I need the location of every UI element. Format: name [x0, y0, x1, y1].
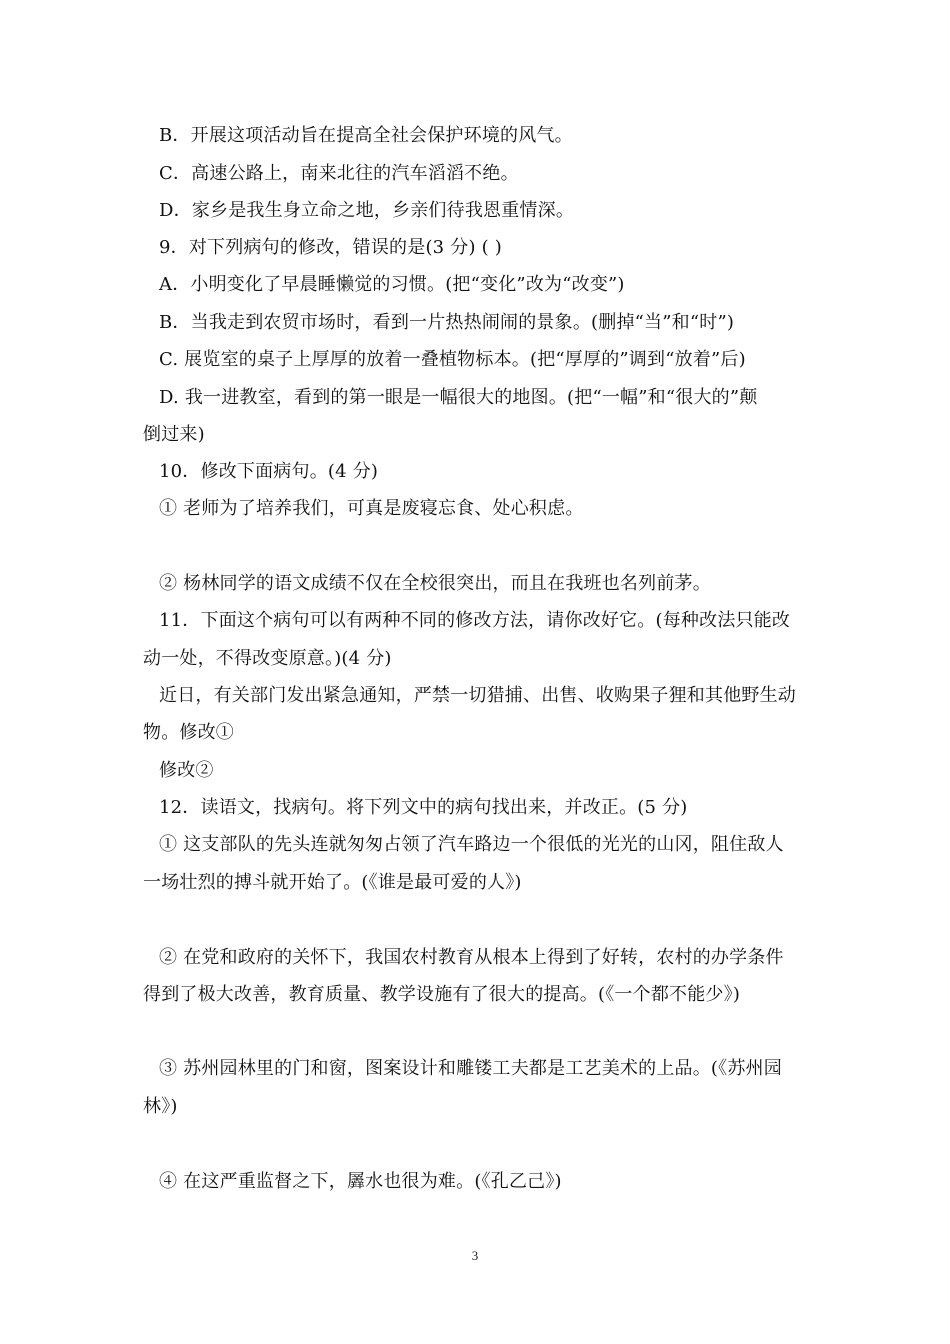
option-b-line: B．开展这项活动旨在提高全社会保护环境的风气。 — [159, 125, 573, 146]
q10-sentence-2: ② 杨林同学的语文成绩不仅在全校很突出，而且在我班也名列前茅。 — [159, 573, 711, 594]
question-9-title: 9．对下列病句的修改，错误的是(3 分) ( ) — [159, 237, 502, 258]
q11-revision-2: 修改② — [159, 760, 214, 781]
q9-option-b: B．当我走到农贸市场时，看到一片热热闹闹的景象。(删掉“当”和“时”) — [159, 312, 735, 333]
option-d-line: D．家乡是我生身立命之地，乡亲们待我恩重情深。 — [159, 200, 575, 221]
question-12-title: 12．读语文，找病句。将下列文中的病句找出来，并改正。(5 分) — [159, 797, 688, 818]
page-number: 3 — [471, 1248, 479, 1263]
q9-option-c: C. 展览室的桌子上厚厚的放着一叠植物标本。(把“厚厚的”调到“放着”后) — [159, 349, 746, 370]
q12-sentence-4: ④ 在这严重监督之下，羼水也很为难。(《孔乙己》) — [159, 1171, 562, 1192]
q12-sentence-3: ③ 苏州园林里的门和窗，图案设计和雕镂工夫都是工艺美术的上品。(《苏州园 — [159, 1058, 782, 1079]
question-11-title-continued: 动一处，不得改变原意。)(4 分) — [143, 648, 392, 669]
q12-sentence-1-continued: 一场壮烈的搏斗就开始了。(《谁是最可爱的人》) — [143, 872, 522, 893]
question-11-title: 11．下面这个病句可以有两种不同的修改方法，请你改好它。(每种改法只能改 — [159, 610, 791, 631]
q12-sentence-2-continued: 得到了极大改善，教育质量、教学设施有了很大的提高。(《一个都不能少》) — [143, 984, 741, 1005]
q11-sentence: 近日，有关部门发出紧急通知，严禁一切猎捕、出售、收购果子狸和其他野生动 — [159, 685, 796, 706]
question-10-title: 10．修改下面病句。(4 分) — [159, 461, 379, 482]
q9-option-a: A．小明变化了早晨睡懒觉的习惯。(把“变化”改为“改变”) — [159, 274, 625, 295]
q10-sentence-1: ① 老师为了培养我们，可真是废寝忘食、处心积虑。 — [159, 498, 584, 519]
q12-sentence-3-continued: 林》) — [143, 1096, 178, 1117]
q9-option-d: D. 我一进教室，看到的第一眼是一幅很大的地图。(把“一幅”和“很大的”颠 — [159, 387, 758, 408]
option-c-line: C．高速公路上，南来北往的汽车滔滔不绝。 — [159, 163, 519, 184]
q12-sentence-1: ① 这支部队的先头连就匆匆占领了汽车路边一个很低的光光的山冈，阻住敌人 — [159, 834, 784, 855]
q12-sentence-2: ② 在党和政府的关怀下，我国农村教育从根本上得到了好转，农村的办学条件 — [159, 947, 784, 968]
q9-option-d-continued: 倒过来) — [143, 424, 205, 445]
q11-sentence-continued: 物。修改① — [143, 722, 234, 743]
